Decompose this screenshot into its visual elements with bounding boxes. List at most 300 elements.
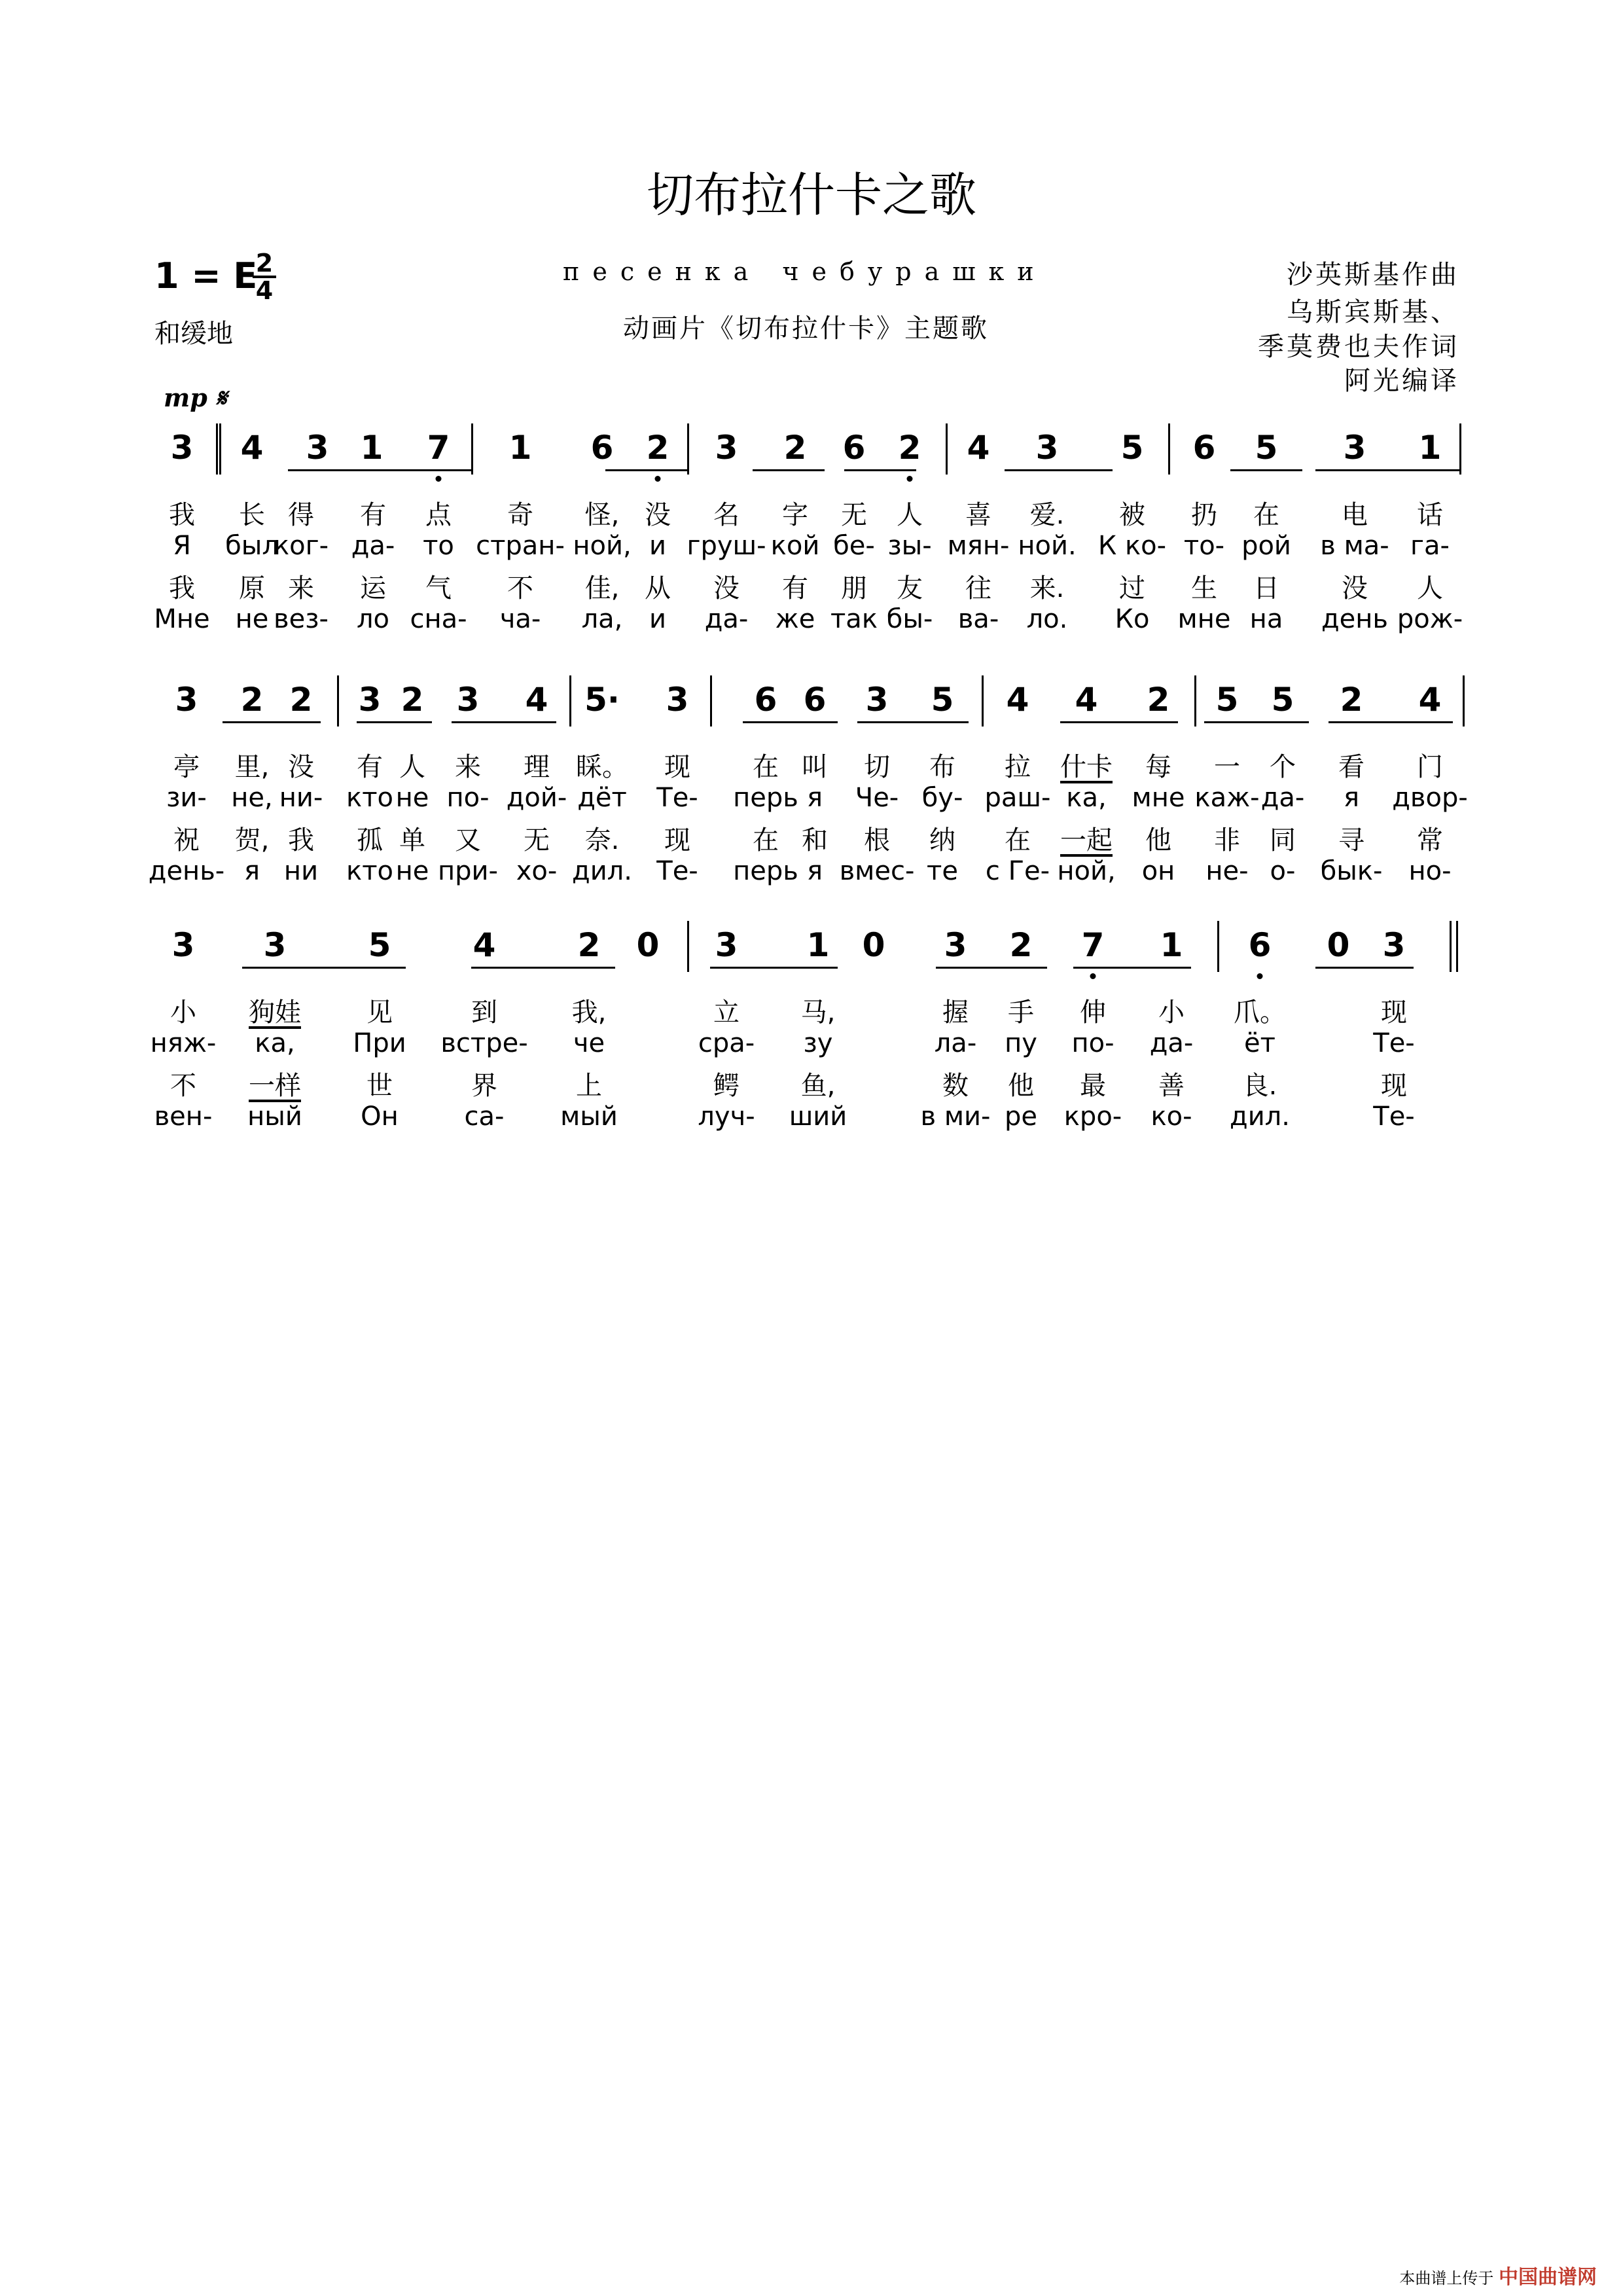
lyric-syllable: Ко — [1115, 604, 1150, 634]
note: 5 — [1215, 681, 1239, 719]
lyric-syllable: ре — [1005, 1102, 1037, 1132]
note: 6 — [803, 681, 827, 719]
bar-line — [569, 675, 571, 726]
bar-line — [337, 675, 339, 726]
lyric-syllable: 单 — [399, 825, 425, 855]
lyric-syllable: 从 — [645, 573, 671, 603]
lyric-syllable: 有 — [357, 752, 383, 782]
octave-dot-below — [1090, 973, 1096, 979]
lyric-syllable: рой — [1241, 531, 1291, 561]
lyric-syllable: не — [395, 856, 429, 886]
subtitle-russian: песенка чебурашки — [563, 257, 1047, 286]
lyric-syllable: 在 — [1253, 500, 1279, 530]
lyric-syllable: дил. — [1230, 1102, 1290, 1132]
lyric-syllable: сна- — [410, 604, 467, 634]
lyric-syllable: 气 — [425, 573, 452, 603]
note: 2 — [783, 429, 807, 467]
lyric-syllable: са- — [464, 1102, 505, 1132]
lyric-syllable: 理 — [524, 752, 550, 782]
octave-dot-below — [655, 476, 661, 482]
lyric-syllable: 人 — [1417, 573, 1443, 603]
lyric-syllable: мян- — [947, 531, 1010, 561]
bar-line — [1194, 675, 1196, 726]
lyric-syllable: кро- — [1063, 1102, 1122, 1132]
duration-line — [339, 469, 471, 471]
note: 1 — [360, 429, 383, 467]
subtitle-chinese: 动画片《切布拉什卡》主题歌 — [623, 314, 989, 344]
lyric-syllable: встре- — [440, 1028, 528, 1058]
lyric-syllable: ёт — [1244, 1028, 1275, 1058]
lyric-syllable: 来 — [455, 752, 481, 782]
note: 3 — [715, 429, 738, 467]
lyric-syllable: 人 — [897, 500, 923, 530]
lyric-syllable: 日 — [1253, 573, 1279, 603]
note: 3 — [306, 429, 329, 467]
note: 0 — [636, 926, 660, 964]
lyric-syllable: стран- — [476, 531, 565, 561]
lyric-syllable: 我 — [288, 825, 314, 855]
lyric-syllable: 生 — [1191, 573, 1217, 603]
lyric-syllable: 又 — [455, 825, 481, 855]
lyric-syllable: ший — [789, 1102, 847, 1132]
lyric-syllable: при- — [438, 856, 498, 886]
duration-line — [857, 721, 969, 723]
lyric-syllable: в ми- — [920, 1102, 991, 1132]
lyric-syllable: 见 — [366, 997, 393, 1028]
note: 4 — [240, 429, 264, 467]
note: 3 — [263, 926, 287, 964]
duration-line — [1073, 469, 1113, 471]
lyric-syllable: кто — [346, 783, 393, 813]
lyric-syllable: те — [927, 856, 958, 886]
note: 4 — [473, 926, 496, 964]
lyric-syllable: был — [225, 531, 279, 561]
lyric-syllable: ной, — [573, 531, 632, 561]
note: 3 — [175, 681, 198, 719]
lyric-syllable: 祝 — [173, 825, 200, 855]
lyric-syllable: 上 — [576, 1071, 602, 1101]
lyric-syllable: 我 — [169, 500, 195, 530]
lyric-syllable: 非 — [1214, 825, 1240, 855]
key-signature: 1 = E — [154, 255, 258, 296]
lyric-syllable: 没 — [1342, 573, 1368, 603]
note: 2 — [289, 681, 313, 719]
credit-arranger: 阿光编译 — [1344, 366, 1459, 396]
note: 3 — [865, 681, 889, 719]
footer-text: 本曲谱上传于 — [1399, 2269, 1494, 2287]
lyric-syllable: Те- — [656, 856, 698, 886]
lyric-syllable: дёт — [577, 783, 627, 813]
lyric-syllable: 狗娃 — [249, 997, 301, 1028]
lyric-syllable: 立 — [713, 997, 740, 1028]
lyric-syllable: 电 — [1342, 500, 1368, 530]
lyric-syllable: 鱼, — [800, 1071, 836, 1101]
lyric-syllable: 数 — [942, 1071, 969, 1101]
note: 6 — [842, 429, 866, 467]
lyric-syllable: При — [353, 1028, 406, 1058]
lyric-syllable: 亭 — [173, 752, 200, 782]
lyric-syllable: груш- — [687, 531, 766, 561]
lyric-syllable: 有 — [360, 500, 386, 530]
duration-line — [471, 967, 615, 969]
bar-line — [946, 423, 948, 475]
bar-line — [219, 423, 221, 475]
lyric-syllable: 同 — [1270, 825, 1296, 855]
lyric-syllable: хо- — [516, 856, 558, 886]
lyric-syllable: о- — [1270, 856, 1296, 886]
lyric-syllable: 睬。 — [576, 752, 628, 782]
octave-dot-below — [1257, 973, 1263, 979]
bar-line — [216, 423, 218, 475]
bar-line — [710, 675, 712, 726]
lyric-syllable: 看 — [1338, 752, 1364, 782]
lyric-syllable: вен- — [154, 1102, 213, 1132]
footer — [1399, 2261, 1597, 2289]
lyric-syllable: день — [1321, 604, 1388, 634]
lyric-syllable: перь — [733, 783, 798, 813]
lyric-syllable: 门 — [1417, 752, 1443, 782]
credit-lyricist-1: 乌斯宾斯基、 — [1287, 297, 1459, 327]
bar-line — [1463, 675, 1465, 726]
note: 5 — [931, 681, 954, 719]
lyric-syllable: не, — [231, 783, 273, 813]
note: 1 — [1418, 429, 1442, 467]
note: 5 — [368, 926, 391, 964]
note: 3 — [1343, 429, 1366, 467]
duration-line — [1329, 721, 1453, 723]
lyric-syllable: в ма- — [1320, 531, 1389, 561]
lyric-syllable: 伸 — [1080, 997, 1106, 1028]
lyric-syllable: да- — [1149, 1028, 1194, 1058]
note: 5 — [1120, 429, 1144, 467]
lyric-syllable: 人 — [399, 752, 425, 782]
lyric-syllable: ва- — [957, 604, 999, 634]
lyric-syllable: 寻 — [1338, 825, 1364, 855]
credit-composer: 沙英斯基作曲 — [1287, 260, 1459, 290]
duration-line — [452, 721, 556, 723]
lyric-syllable: ной. — [1018, 531, 1077, 561]
lyric-syllable: ла, — [581, 604, 623, 634]
lyric-syllable: 佳, — [584, 573, 620, 603]
system-2 — [0, 681, 1623, 929]
note: 3 — [358, 681, 382, 719]
lyric-syllable: 扔 — [1191, 500, 1217, 530]
lyric-syllable: ча- — [499, 604, 541, 634]
lyric-syllable: 小 — [1158, 997, 1185, 1028]
lyric-syllable: не — [235, 604, 269, 634]
note: 2 — [646, 429, 669, 467]
lyric-syllable: 我 — [169, 573, 195, 603]
lyric-syllable: бе- — [833, 531, 875, 561]
note: 3 — [666, 681, 689, 719]
lyric-syllable: зы- — [887, 531, 932, 561]
bar-line — [1459, 423, 1461, 475]
note: 2 — [898, 429, 921, 467]
lyric-syllable: ка, — [1066, 783, 1107, 813]
note: 1 — [508, 429, 532, 467]
duration-line — [357, 721, 432, 723]
lyric-syllable: 过 — [1119, 573, 1145, 603]
lyric-syllable: я — [243, 856, 260, 886]
lyric-syllable: дил. — [572, 856, 632, 886]
lyric-syllable: ной, — [1057, 856, 1116, 886]
lyric-syllable: я — [1343, 783, 1360, 813]
note: 4 — [525, 681, 548, 719]
credit-lyricist-2: 季莫费也夫作词 — [1258, 332, 1459, 362]
lyric-syllable: и — [649, 604, 666, 634]
lyric-syllable: 手 — [1008, 997, 1034, 1028]
lyric-syllable: пу — [1005, 1028, 1037, 1058]
lyric-syllable: 良. — [1242, 1071, 1277, 1101]
duration-line — [605, 469, 687, 471]
lyric-syllable: 得 — [288, 500, 314, 530]
lyric-syllable: 没 — [645, 500, 671, 530]
system-1 — [0, 429, 1623, 677]
lyric-syllable: по- — [1071, 1028, 1115, 1058]
lyric-syllable: ког- — [273, 531, 329, 561]
note: 7 — [427, 429, 450, 467]
bar-line — [471, 423, 473, 475]
note: 2 — [401, 681, 424, 719]
lyric-syllable: 无 — [841, 500, 867, 530]
note: 0 — [1327, 926, 1350, 964]
lyric-syllable: рож- — [1397, 604, 1463, 634]
lyric-syllable: 善 — [1158, 1071, 1185, 1101]
lyric-syllable: перь — [733, 856, 798, 886]
lyric-syllable: с Ге- — [985, 856, 1050, 886]
lyric-syllable: 每 — [1145, 752, 1171, 782]
lyric-syllable: 现 — [1381, 1071, 1407, 1101]
note: 1 — [1160, 926, 1183, 964]
lyric-syllable: 和 — [802, 825, 828, 855]
lyric-syllable: 没 — [713, 573, 740, 603]
lyric-syllable: 不 — [507, 573, 533, 603]
lyric-syllable: вез- — [274, 604, 329, 634]
note: 3 — [944, 926, 967, 964]
note: 6 — [1248, 926, 1272, 964]
lyric-syllable: 切 — [864, 752, 890, 782]
lyric-syllable: сра- — [698, 1028, 755, 1058]
lyric-syllable: 爱. — [1029, 500, 1065, 530]
octave-dot-below — [436, 476, 442, 482]
lyric-syllable: бу- — [921, 783, 963, 813]
lyric-syllable: я — [806, 783, 823, 813]
duration-line — [1204, 721, 1309, 723]
lyric-syllable: ко- — [1150, 1102, 1192, 1132]
lyric-syllable: Я — [173, 531, 191, 561]
lyric-syllable: 他 — [1145, 825, 1171, 855]
note: 4 — [1075, 681, 1098, 719]
lyric-syllable: бык- — [1320, 856, 1383, 886]
duration-line — [710, 967, 838, 969]
lyric-syllable: зу — [803, 1028, 833, 1058]
time-signature — [251, 251, 277, 303]
note: 6 — [1192, 429, 1216, 467]
note: 0 — [862, 926, 885, 964]
lyric-syllable: да- — [704, 604, 749, 634]
lyric-syllable: 在 — [753, 825, 779, 855]
lyric-syllable: 现 — [1381, 997, 1407, 1028]
note: 3 — [170, 429, 194, 467]
lyric-syllable: и — [649, 531, 666, 561]
lyric-syllable: кто — [346, 856, 393, 886]
duration-line — [242, 967, 406, 969]
lyric-syllable: К ко- — [1097, 531, 1167, 561]
lyric-syllable: 有 — [782, 573, 808, 603]
lyric-syllable: ни- — [279, 783, 323, 813]
lyric-syllable: да- — [1260, 783, 1305, 813]
bar-line — [687, 423, 689, 475]
lyric-syllable: Те- — [1373, 1028, 1415, 1058]
lyric-syllable: че — [573, 1028, 605, 1058]
lyric-syllable: зи- — [166, 783, 207, 813]
note: 5 — [1255, 429, 1278, 467]
lyric-syllable: 到 — [471, 997, 497, 1028]
lyric-syllable: вмес- — [839, 856, 915, 886]
duration-line — [1230, 469, 1302, 471]
lyric-syllable: 奈. — [584, 825, 620, 855]
lyric-syllable: 一 — [1214, 752, 1240, 782]
lyric-syllable: 原 — [239, 573, 265, 603]
lyric-syllable: бы- — [886, 604, 933, 634]
lyric-syllable: 怪, — [584, 500, 620, 530]
note: 2 — [240, 681, 264, 719]
lyric-syllable: по- — [446, 783, 490, 813]
lyric-syllable: 什卡 — [1060, 752, 1113, 782]
lyric-syllable: 被 — [1119, 500, 1145, 530]
bar-line — [1217, 921, 1219, 972]
lyric-syllable: 常 — [1417, 825, 1443, 855]
lyric-syllable: ло — [356, 604, 390, 634]
lyric-syllable: 里, — [234, 752, 270, 782]
lyric-syllable: кой — [770, 531, 820, 561]
tempo-marking: 和缓地 — [154, 319, 233, 349]
lyric-syllable: да- — [351, 531, 395, 561]
note: 3 — [456, 681, 480, 719]
lyric-syllable: он — [1141, 856, 1175, 886]
note: 4 — [1006, 681, 1029, 719]
note: 6 — [590, 429, 614, 467]
lyric-syllable: 来. — [1029, 573, 1065, 603]
bar-line — [687, 921, 689, 972]
note: 3 — [1035, 429, 1059, 467]
lyric-syllable: 根 — [864, 825, 890, 855]
meter-top: 2 — [255, 249, 274, 278]
note: 7 — [1081, 926, 1105, 964]
lyric-syllable: Те- — [656, 783, 698, 813]
lyric-syllable: двор- — [1392, 783, 1468, 813]
lyric-syllable: на — [1249, 604, 1283, 634]
lyric-syllable: то- — [1183, 531, 1225, 561]
lyric-syllable: 没 — [288, 752, 314, 782]
duration-line — [743, 721, 838, 723]
lyric-syllable: Он — [361, 1102, 399, 1132]
lyric-syllable: 小 — [170, 997, 196, 1028]
lyric-syllable: 朋 — [841, 573, 867, 603]
lyric-syllable: 握 — [942, 997, 969, 1028]
note: 5 — [1271, 681, 1294, 719]
lyric-syllable: ни — [283, 856, 319, 886]
lyric-syllable: мне — [1132, 783, 1185, 813]
duration-line — [844, 469, 916, 471]
lyric-syllable: Мне — [154, 604, 210, 634]
duration-line — [1315, 469, 1459, 471]
lyric-syllable: дой- — [506, 783, 567, 813]
lyric-syllable: 在 — [753, 752, 779, 782]
lyric-syllable: 个 — [1270, 752, 1296, 782]
lyric-syllable: не- — [1205, 856, 1249, 886]
lyric-syllable: луч- — [698, 1102, 755, 1132]
lyric-syllable: 一起 — [1060, 825, 1113, 855]
note: 3 — [171, 926, 195, 964]
lyric-syllable: но- — [1408, 856, 1452, 886]
lyric-syllable: няж- — [150, 1028, 217, 1058]
duration-line — [753, 469, 825, 471]
duration-line — [1073, 967, 1191, 969]
duration-line — [223, 721, 321, 723]
meter-bottom: 4 — [255, 276, 274, 305]
system-3 — [0, 926, 1623, 1175]
lyric-syllable: ло. — [1026, 604, 1068, 634]
lyric-syllable: 不 — [170, 1071, 196, 1101]
lyric-syllable: не — [395, 783, 429, 813]
note: 2 — [1340, 681, 1363, 719]
note: 4 — [967, 429, 990, 467]
lyric-syllable: 现 — [664, 752, 690, 782]
lyric-syllable: ный — [247, 1102, 302, 1132]
lyric-syllable: 奇 — [507, 500, 533, 530]
lyric-syllable: 他 — [1008, 1071, 1034, 1101]
lyric-syllable: мый — [560, 1102, 618, 1132]
lyric-syllable: 友 — [897, 573, 923, 603]
lyric-syllable: 点 — [425, 500, 452, 530]
lyric-syllable: ла- — [934, 1028, 977, 1058]
duration-line — [1060, 721, 1178, 723]
lyric-syllable: 长 — [239, 500, 265, 530]
lyric-syllable: 喜 — [965, 500, 991, 530]
lyric-syllable: 拉 — [1005, 752, 1031, 782]
lyric-syllable: мне — [1177, 604, 1231, 634]
lyric-syllable: 运 — [360, 573, 386, 603]
lyric-syllable: га- — [1410, 531, 1450, 561]
lyric-syllable: каж- — [1194, 783, 1260, 813]
note: 3 — [1382, 926, 1406, 964]
note: 4 — [1418, 681, 1442, 719]
lyric-syllable: 字 — [782, 500, 808, 530]
lyric-syllable: 现 — [664, 825, 690, 855]
bar-line — [982, 675, 984, 726]
lyric-syllable: 布 — [929, 752, 955, 782]
lyric-syllable: 鳄 — [713, 1071, 740, 1101]
lyric-syllable: 我, — [571, 997, 607, 1028]
lyric-syllable: Те- — [1373, 1102, 1415, 1132]
lyric-syllable: ка, — [255, 1028, 295, 1058]
lyric-syllable: 马, — [800, 997, 836, 1028]
bar-line — [1456, 921, 1458, 972]
lyric-syllable: Че- — [855, 783, 899, 813]
lyric-syllable: то — [423, 531, 454, 561]
bar-line — [1168, 423, 1170, 475]
duration-line — [1315, 967, 1414, 969]
lyric-syllable: 界 — [471, 1071, 497, 1101]
lyric-syllable: 叫 — [802, 752, 828, 782]
lyric-syllable: 纳 — [929, 825, 955, 855]
site-logo: 中国曲谱网 — [1499, 2266, 1597, 2289]
note: 1 — [806, 926, 830, 964]
lyric-syllable: я — [806, 856, 823, 886]
lyric-syllable: 世 — [366, 1071, 393, 1101]
note: 6 — [754, 681, 777, 719]
